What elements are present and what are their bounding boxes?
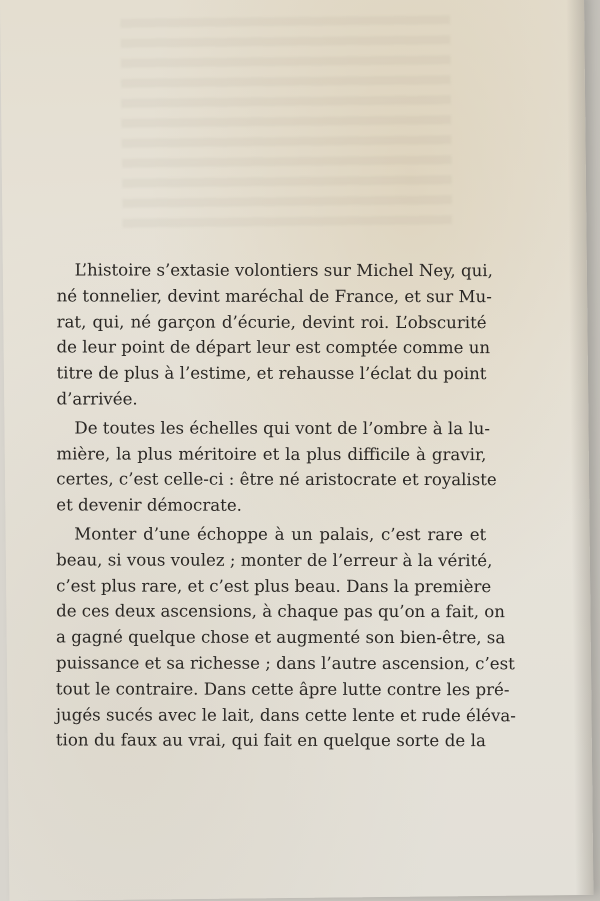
text-line: rat, qui, né garçon d’écurie, devint roi. L’obscurité [56, 312, 487, 332]
text-line: puissance et sa richesse ; dans l’autre ascension, c’est [55, 653, 515, 674]
text-line: titre de plus à l’estime, et rehausse l’éclat du point [56, 363, 487, 384]
text-line: de ces deux ascensions, à chaque pas qu’on a fait, on [56, 601, 505, 622]
body-text [55, 257, 516, 754]
page-edge [566, 0, 593, 895]
text-line: a gagné quelque chose et augmenté son bien-être, sa [56, 627, 506, 648]
text-line: tout le contraire. Dans cette âpre lutte contre les pré- [55, 679, 510, 699]
text-line: certes, c’est celle-ci : être né aristocrate et royaliste [56, 469, 497, 490]
text-line: De toutes les échelles qui vont de l’ombre à la lu- [74, 418, 491, 438]
show-through-text [120, 15, 452, 228]
text-line: Monter d’une échoppe à un palais, c’est rare et [74, 524, 487, 545]
text-line: né tonnelier, devint maréchal de France, et sur Mu- [56, 286, 492, 306]
text-line: de leur point de départ leur est comptée comme un [56, 337, 491, 358]
text-line: jugés sucés avec le lait, dans cette lente et rude éléva- [55, 704, 516, 725]
text-line: c’est plus rare, et c’est plus beau. Dans la première [56, 575, 492, 596]
text-line: beau, si vous voulez ; monter de l’erreur à la vérité, [56, 550, 493, 570]
text-line: L’histoire s’extasie volontiers sur Michel Ney, qui, [74, 260, 493, 281]
text-line: mière, la plus méritoire et la plus difficile à gravir, [56, 443, 487, 464]
text-line: et devenir démocrate. [56, 495, 242, 515]
text-line: d’arrivée. [56, 389, 138, 409]
text-line: tion du faux au vrai, qui fait en quelque sorte de la [55, 730, 486, 751]
